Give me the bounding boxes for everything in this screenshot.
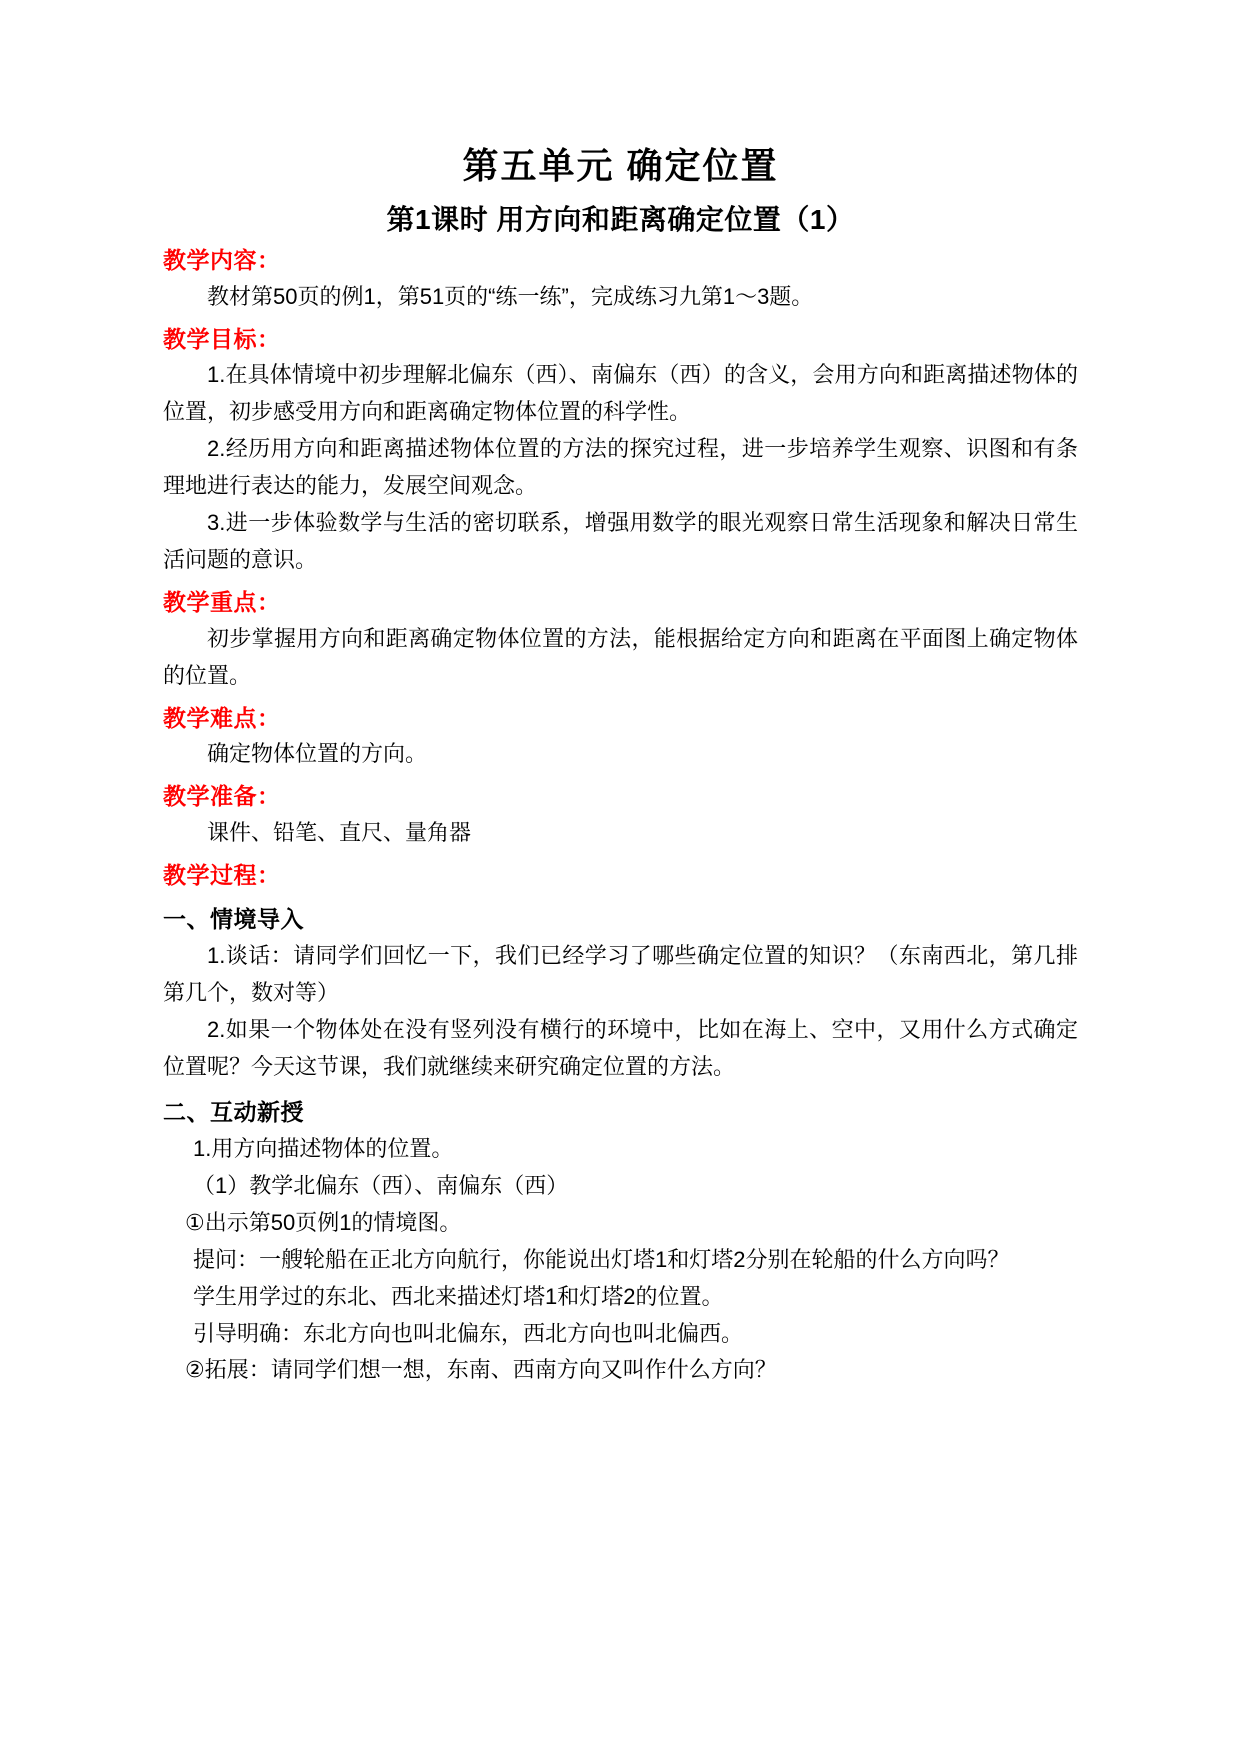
section-heading-teaching-objectives: 教学目标：: [163, 325, 281, 352]
paragraph-key-point: 初步掌握用方向和距离确定物体位置的方法，能根据给定方向和距离在平面图上确定物体的位置。: [163, 625, 1078, 688]
paragraph-teaching-content: 教材第50页的例1，第51页的“练一练”，完成练习九第1～3题。: [207, 283, 814, 309]
paragraph-part-two-guide: 引导明确：东北方向也叫北偏东，西北方向也叫北偏西。: [193, 1320, 744, 1346]
paragraph-objective-3: 3.进一步体验数学与生活的密切联系，增强用数学的眼光观察日常生活现象和解决日常生活问题的意识。: [163, 510, 1078, 572]
paragraph-part-two-item-1: 1.用方向描述物体的位置。: [193, 1135, 454, 1161]
paragraph-part-two-student: 学生用学过的东北、西北来描述灯塔1和灯塔2的位置。: [193, 1283, 724, 1309]
paragraph-part-two-item-1-1: （1）教学北偏东（西）、南偏东（西）: [193, 1172, 569, 1198]
paragraph-part-two-item-1-1-b: ②拓展：请同学们想一想，东南、西南方向又叫作什么方向？: [185, 1357, 777, 1383]
paragraph-part-two-question: 提问：一艘轮船在正北方向航行，你能说出灯塔1和灯塔2分别在轮船的什么方向吗？: [193, 1246, 1010, 1272]
page-title: 第五单元 确定位置: [462, 145, 779, 186]
paragraph-part-one-item-1: 1.谈话：请同学们回忆一下，我们已经学习了哪些确定位置的知识？（东南西北，第几排第几个，数对等）: [163, 943, 1078, 1006]
section-heading-teaching-content: 教学内容：: [163, 247, 281, 273]
paragraph-difficulty: 确定物体位置的方向。: [207, 741, 428, 767]
page-subtitle: 第1课时 用方向和距离确定位置（1）: [386, 204, 855, 235]
section-heading-part-one: 一、情境导入: [163, 906, 304, 933]
section-heading-difficulty: 教学难点：: [163, 704, 281, 731]
paragraph-part-two-item-1-1-a: ①出示第50页例1的情境图。: [185, 1209, 462, 1235]
section-heading-part-two: 二、互动新授: [163, 1098, 304, 1125]
document-content: [163, 0, 1078, 1389]
paragraph-objective-1: 1.在具体情境中初步理解北偏东（西）、南偏东（西）的含义，会用方向和距离描述物体的位置，初步感受用方向和距离确定物体位置的科学性。: [163, 362, 1078, 425]
section-heading-teaching-process: 教学过程：: [163, 861, 281, 888]
section-heading-key-point: 教学重点：: [163, 588, 281, 615]
paragraph-objective-2: 2.经历用方向和距离描述物体位置的方法的探究过程，进一步培养学生观察、识图和有条理地进行表达的能力，发展空间观念。: [163, 436, 1078, 499]
paragraph-preparation: 课件、铅笔、直尺、量角器: [207, 819, 472, 845]
paragraph-part-one-item-2: 2.如果一个物体处在没有竖列没有横行的环境中，比如在海上、空中，又用什么方式确定位置呢？今天这节课，我们就继续来研究确定位置的方法。: [163, 1017, 1078, 1079]
section-heading-preparation: 教学准备：: [163, 783, 281, 810]
